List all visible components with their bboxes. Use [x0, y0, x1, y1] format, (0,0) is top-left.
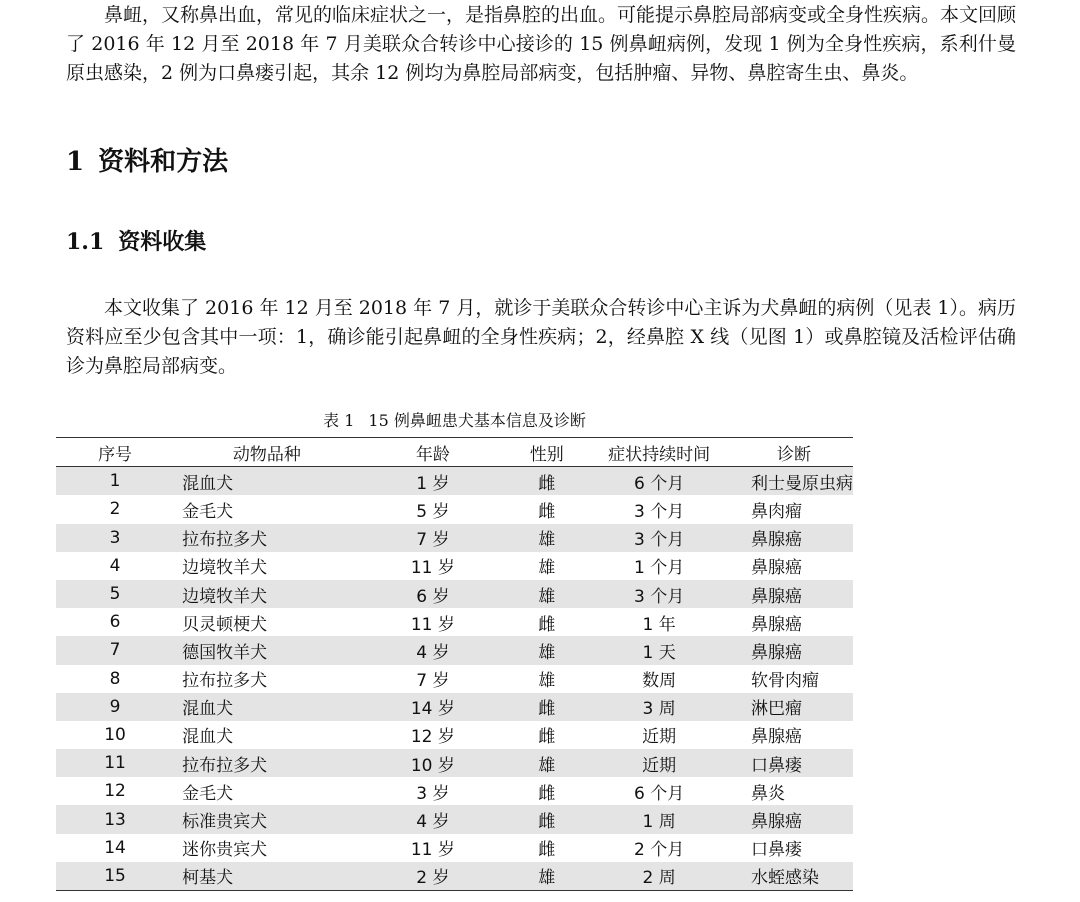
- table-cell: 1 岁: [360, 467, 507, 496]
- table-cell: 6 个月: [634, 783, 685, 804]
- table-cell: 3 周: [587, 693, 731, 721]
- table-cell: 雌: [506, 467, 587, 496]
- header-cell: 诊断: [731, 438, 853, 467]
- table-cell: 雌: [538, 783, 556, 804]
- table-cell: 边境牧羊犬: [182, 558, 268, 579]
- table-cell: 14 岁: [360, 693, 507, 721]
- table-cell: 12 岁: [410, 727, 455, 748]
- table-cell: 6: [109, 612, 121, 633]
- table-cell: 口鼻瘘: [731, 749, 853, 777]
- table-cell: 2 岁: [360, 862, 507, 891]
- header-cell: 年龄: [360, 438, 507, 467]
- table-cell: 4 岁: [360, 805, 507, 833]
- table-cell: 4: [109, 555, 121, 576]
- table-cell: 1: [56, 467, 174, 496]
- table-cell: 1 年: [642, 614, 676, 635]
- table-cell: 5: [56, 580, 174, 608]
- table-row: [56, 749, 853, 777]
- table-cell: 软骨肉瘤: [751, 671, 819, 692]
- table-cell: 柯基犬: [174, 862, 359, 891]
- table-cell: 金毛犬: [182, 783, 234, 804]
- table-cell: 近期: [642, 727, 677, 748]
- table-cell: 混血犬: [174, 467, 359, 496]
- subsection-number: 1.1: [66, 229, 105, 255]
- table-row: [56, 862, 853, 891]
- table-header-row: [56, 438, 853, 467]
- table-row: [56, 805, 853, 833]
- table-cell: 11: [56, 749, 174, 777]
- table-cell: 8: [109, 668, 121, 689]
- table-cell: 13: [56, 805, 174, 833]
- header-cell: 症状持续时间: [587, 438, 731, 467]
- table-cell: 金毛犬: [182, 501, 234, 522]
- table-cell: 5 岁: [416, 501, 450, 522]
- table-cell: 11 岁: [410, 558, 455, 579]
- table-cell: 雌: [538, 727, 556, 748]
- table-cell: 雄: [506, 862, 587, 891]
- header-cell: 动物品种: [174, 438, 359, 467]
- table-cell: 1 周: [587, 805, 731, 833]
- table-cell: 3 个月: [634, 501, 685, 522]
- table-cell: 雄: [506, 636, 587, 664]
- table-cell: 1 天: [587, 636, 731, 664]
- table-cell: 鼻腺癌: [751, 727, 802, 748]
- table-cell: 6 岁: [360, 580, 507, 608]
- table-cell: 3 岁: [416, 783, 450, 804]
- table-cell: 鼻腺癌: [731, 805, 853, 833]
- section-title: 资料和方法: [98, 147, 229, 177]
- table-cell: 鼻腺癌: [731, 524, 853, 552]
- table-cell: 4 岁: [360, 636, 507, 664]
- table-row: [56, 834, 853, 862]
- table-cell: 3: [56, 524, 174, 552]
- section-heading-1: [66, 142, 228, 182]
- table-cell: 3 个月: [587, 580, 731, 608]
- table-caption-title: 15 例鼻衄患犬基本信息及诊断: [368, 411, 586, 430]
- table-cell: 7 岁: [360, 524, 507, 552]
- table-cell: 2: [109, 499, 121, 520]
- table-cell: 11 岁: [410, 840, 455, 861]
- table-cell: 混血犬: [174, 693, 359, 721]
- header-cell: 序号: [56, 438, 174, 467]
- table-row: [56, 777, 853, 805]
- table-caption-label: 表 1: [323, 411, 355, 430]
- table-cell: 11 岁: [410, 614, 455, 635]
- table-cell: 3 个月: [587, 524, 731, 552]
- table-row: [56, 495, 853, 523]
- table-cell: 边境牧羊犬: [174, 580, 359, 608]
- table-cell: 雄: [538, 671, 556, 692]
- table-caption: [56, 409, 853, 433]
- section-number: 1: [66, 147, 85, 177]
- intro-paragraph: 鼻衄，又称鼻出血，常见的临床症状之一，是指鼻腔的出血。可能提示鼻腔局部病变或全身性疾病。本文回顾了 2016 年 12 月至 2018 年 7 月美联众合转诊中心接诊的 15 例鼻衄病例，发现 1 例为全身性疾病，系利什曼原虫感染，2 例为口鼻瘘引起，其余 12 例均为鼻腔局部病变，包括肿瘤、异物、鼻腔寄生虫、鼻炎。: [66, 4, 1017, 84]
- table-row: [56, 552, 853, 580]
- table-cell: 1 个月: [634, 558, 685, 579]
- table-cell: 雌: [538, 840, 556, 861]
- table-cell: 9: [56, 693, 174, 721]
- table-row: [56, 721, 853, 749]
- table-cell: 混血犬: [182, 727, 234, 748]
- table-cell: 贝灵顿梗犬: [182, 614, 268, 635]
- table-cell: 水蛭感染: [731, 862, 853, 891]
- table-cell: 鼻炎: [751, 783, 785, 804]
- table-cell: 鼻腺癌: [731, 636, 853, 664]
- header-cell: 性别: [506, 438, 587, 467]
- table-cell: 迷你贵宾犬: [182, 840, 268, 861]
- table-cell: 鼻腺癌: [731, 580, 853, 608]
- table-cell: 雌: [506, 693, 587, 721]
- table-cell: 7 岁: [416, 671, 450, 692]
- table-row: [56, 608, 853, 636]
- table-cell: 雄: [538, 558, 556, 579]
- table-cell: 标准贵宾犬: [174, 805, 359, 833]
- table-row: [56, 693, 853, 721]
- table-cell: 近期: [587, 749, 731, 777]
- table-cell: 2 个月: [634, 840, 685, 861]
- table-cell: 雌: [538, 501, 556, 522]
- table-cell: 鼻腺癌: [751, 614, 802, 635]
- table-cell: 6 个月: [587, 467, 731, 496]
- table-cell: 拉布拉多犬: [174, 524, 359, 552]
- table-cell: 利士曼原虫病: [731, 467, 853, 496]
- table-cell: 7: [56, 636, 174, 664]
- table-cell: 鼻腺癌: [751, 558, 802, 579]
- table-cell: 雄: [506, 749, 587, 777]
- table-cell: 雌: [506, 805, 587, 833]
- table-row: [56, 524, 853, 552]
- table-cell: 淋巴瘤: [731, 693, 853, 721]
- table-cell: 10: [104, 724, 126, 745]
- subsection-title: 资料收集: [118, 229, 207, 255]
- table-row: [56, 636, 853, 664]
- table-row: [56, 467, 853, 496]
- table-cell: 15: [56, 862, 174, 891]
- table-cell: 鼻肉瘤: [751, 501, 802, 522]
- table-cell: 12: [104, 781, 126, 802]
- table-cell: 14: [104, 837, 126, 858]
- table-cell: 数周: [642, 671, 677, 692]
- table-cell: 拉布拉多犬: [174, 749, 359, 777]
- table-cell: 拉布拉多犬: [182, 671, 268, 692]
- table-cell: 德国牧羊犬: [174, 636, 359, 664]
- case-table: [56, 437, 853, 891]
- table-cell: 10 岁: [360, 749, 507, 777]
- table-cell: 雄: [506, 524, 587, 552]
- table-cell: 雄: [506, 580, 587, 608]
- subsection-heading-1-1: [66, 224, 206, 260]
- table-cell: 2 周: [587, 862, 731, 891]
- collection-paragraph: 本文收集了 2016 年 12 月至 2018 年 7 月，就诊于美联众合转诊中心主诉为犬鼻衄的病例（见表 1）。病历资料应至少包含其中一项：1，确诊能引起鼻衄的全身性疾病；2，经鼻腔 X 线（见图 1）或鼻腔镜及活检评估确诊为鼻腔局部病变。: [66, 297, 1016, 377]
- table-row: [56, 665, 853, 693]
- table-cell: 口鼻瘘: [751, 840, 802, 861]
- table-row: [56, 580, 853, 608]
- table-cell: 雌: [538, 614, 556, 635]
